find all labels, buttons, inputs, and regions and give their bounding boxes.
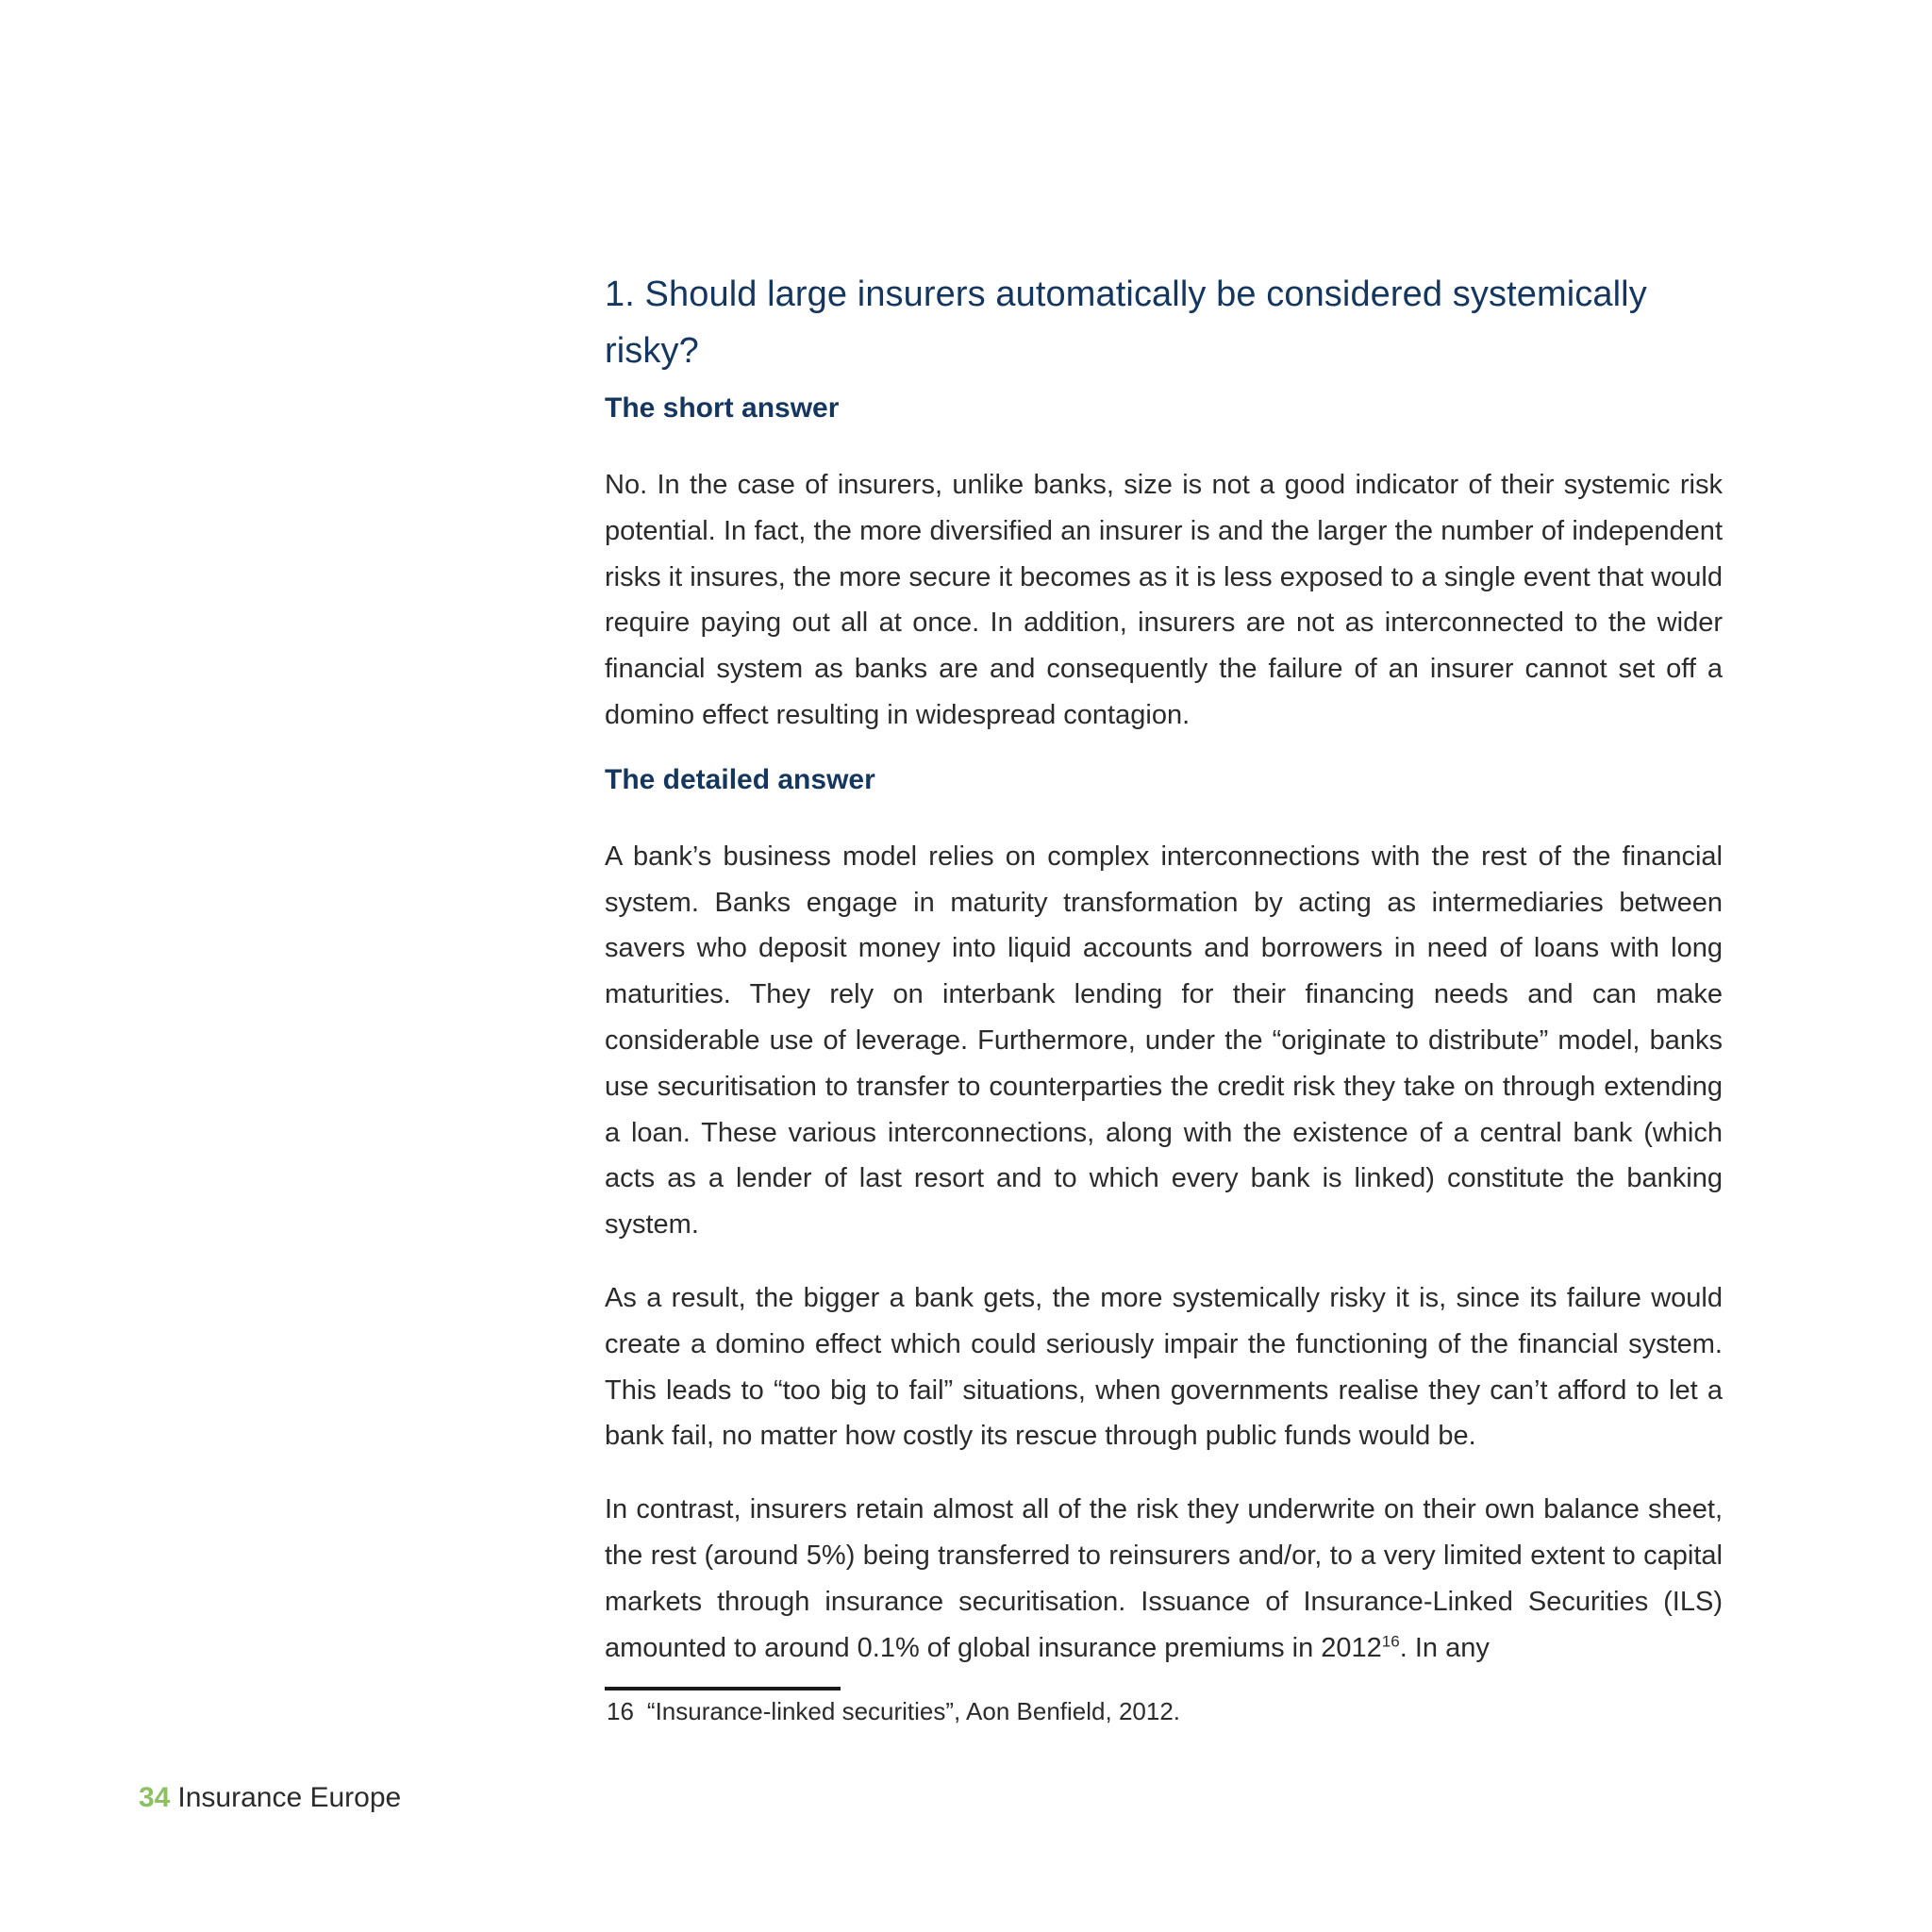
footnote-text: “Insurance-linked securities”, Aon Benfield, 2012. [646,1697,1181,1725]
main-content [605,266,1723,1671]
section-title: 1. Should large insurers automatically be considered systemically risky? [605,275,1647,371]
publisher-name: Insurance Europe [177,1782,402,1813]
short-answer-heading: The short answer [605,392,840,424]
detailed-answer-paragraph-1: A bank’s business model relies on complex interconnections with the rest of the financial system. Banks engage in maturity transformation by acting as intermediaries between savers who deposit money into liquid accounts and borrowers in need of loans with long maturities. They rely on interbank lending for their financing needs and can make considerable use of leverage. Furthermore, under the “originate to distribute” model, banks use securitisation to transfer to counterparties the credit risk they take on through extending a loan. These various interconnections, along with the existence of a central bank (which acts as a lender of last resort and to which every bank is linked) constitute the banking system. [605,841,1723,1241]
paragraph-3-text: In contrast, insurers retain almost all of the risk they underwrite on their own balance sheet, the rest (around 5%) being transferred to reinsurers and/or, to a very limited extent to capital markets through insurance securitisation. Issuance of Insurance-Linked Securities (ILS) amounted to around 0.1% of global insurance premiums in 2012 [605,1494,1723,1663]
footnote [607,1695,1180,1727]
page-footer [139,1780,401,1816]
short-answer-paragraph: No. In the case of insurers, unlike banks, size is not a good indicator of their systemic risk potential. In fact, the more diversified an insurer is and the larger the number of independent risks it insures, the more secure it becomes as it is less exposed to a single event that would require paying out all at once. In addition, insurers are not as interconnected to the wider financial system as banks are and consequently the failure of an insurer cannot set off a domino effect resulting in widespread contagion. [605,470,1723,730]
detailed-answer-paragraph-2: As a result, the bigger a bank gets, the more systemically risky it is, since its failure would create a domino effect which could seriously impair the functioning of the financial system. This leads to “too big to fail” situations, when governments realise they can’t afford to let a bank fail, no matter how costly its rescue through public funds would be. [605,1282,1723,1452]
footnote-number: 16 [607,1697,634,1725]
paragraph-3-text-end: . In any [1399,1632,1490,1663]
footnote-divider [605,1687,841,1690]
detailed-answer-paragraph-3 [605,1487,1723,1671]
detailed-answer-heading: The detailed answer [605,763,875,795]
page-number: 34 [139,1782,171,1813]
footnote-reference[interactable]: 16 [1381,1631,1400,1650]
